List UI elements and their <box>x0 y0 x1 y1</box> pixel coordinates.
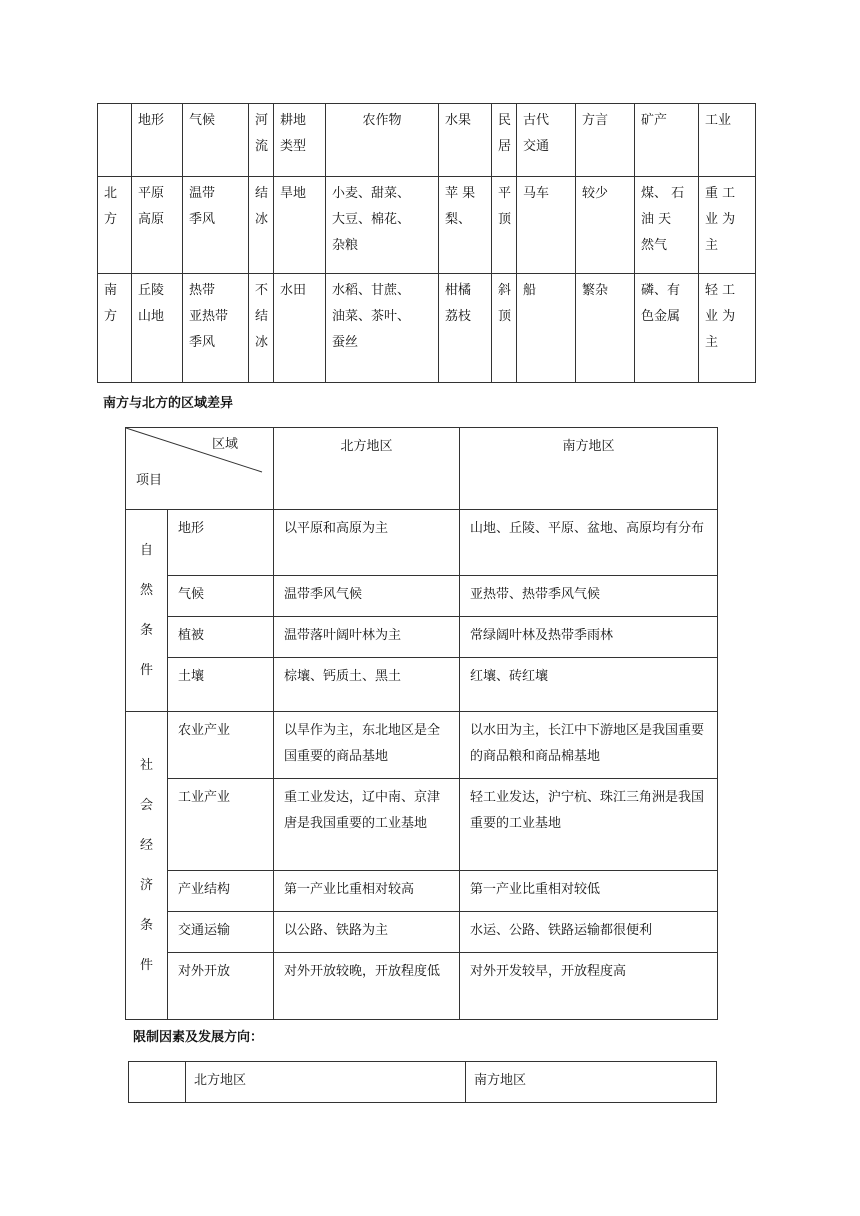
table-cell: 温带 季风 <box>189 186 216 227</box>
table-row <box>126 871 718 912</box>
table-cell: 水田 <box>280 283 307 298</box>
table-cell: 船 <box>523 283 537 298</box>
table-row <box>126 617 718 658</box>
table-row <box>126 658 718 712</box>
table-cell: 丘陵 山地 <box>138 283 165 324</box>
header-cell: 地形 <box>138 113 165 128</box>
item-label: 农业产业 <box>178 723 231 738</box>
section-heading: 限制因素及发展方向： <box>133 1030 264 1045</box>
diagonal-corner-cell <box>126 428 274 510</box>
corner-label-region: 区域 <box>212 437 239 452</box>
header-cell: 农作物 <box>362 113 402 128</box>
item-label: 对外开放 <box>178 964 231 979</box>
header-cell: 矿产 <box>641 113 668 128</box>
table-cell: 磷、有 色金属 <box>641 283 681 324</box>
north-value: 温带季风气候 <box>284 587 363 602</box>
north-value: 棕壤、钙质土、黑土 <box>284 669 402 684</box>
header-cell: 工业 <box>705 113 732 128</box>
table-row <box>126 576 718 617</box>
table-row <box>126 712 718 779</box>
table-cell: 苹 果 梨、 <box>445 186 476 227</box>
item-label: 土壤 <box>178 669 205 684</box>
north-value: 温带落叶阔叶林为主 <box>284 628 402 643</box>
header-cell <box>98 104 131 112</box>
item-label: 地形 <box>178 521 205 536</box>
item-label: 植被 <box>178 628 205 643</box>
table-cell: 结 冰 <box>255 186 269 227</box>
table-row <box>126 779 718 871</box>
category-label-socioeconomic: 社 会 经 济 条 件 <box>139 757 153 973</box>
south-value: 轻工业发达，沪宁杭、珠江三角洲是我国重要的工业基地 <box>470 790 705 831</box>
column-header-south: 南方地区 <box>474 1073 527 1088</box>
item-label: 工业产业 <box>178 790 231 805</box>
table-cell: 斜 顶 <box>498 283 512 324</box>
section-heading: 南方与北方的区域差异 <box>103 396 234 411</box>
south-value: 对外开发较早，开放程度高 <box>470 964 627 979</box>
table-row <box>98 177 756 274</box>
table-header-row <box>98 104 756 177</box>
limiting-factors-table <box>128 1061 717 1103</box>
table-cell: 柑橘 荔枝 <box>445 283 472 324</box>
north-value: 以平原和高原为主 <box>284 521 389 536</box>
corner-label-item: 项目 <box>136 473 163 488</box>
table-cell: 小麦、甜菜、 大豆、棉花、 杂粮 <box>332 186 411 253</box>
south-value: 水运、公路、铁路运输都很便利 <box>470 923 653 938</box>
table-row <box>126 953 718 1020</box>
north-value: 第一产业比重相对较高 <box>284 882 415 897</box>
south-value: 红壤、砖红壤 <box>470 669 549 684</box>
table-header-row <box>129 1062 717 1103</box>
table-cell: 水稻、甘蔗、 油菜、茶叶、 蚕丝 <box>332 283 411 350</box>
north-value: 以公路、铁路为主 <box>284 923 389 938</box>
north-value: 以旱作为主，东北地区是全国重要的商品基地 <box>284 723 441 764</box>
north-value: 对外开放较晚，开放程度低 <box>284 964 441 979</box>
table-cell: 平原 高原 <box>138 186 165 227</box>
south-value: 亚热带、热带季风气候 <box>470 587 601 602</box>
table-cell: 较少 <box>582 186 609 201</box>
header-cell: 耕地 类型 <box>280 113 307 154</box>
table-cell: 煤、 石 油 天 然气 <box>641 186 685 253</box>
table-cell: 旱地 <box>280 186 307 201</box>
column-header-north: 北方地区 <box>194 1073 247 1088</box>
table-cell: 马车 <box>523 186 550 201</box>
south-value: 以水田为主，长江中下游地区是我国重要的商品粮和商品棉基地 <box>470 723 705 764</box>
header-cell <box>129 1062 185 1102</box>
table-cell: 热带 亚热带 季风 <box>189 283 229 350</box>
south-value: 山地、丘陵、平原、盆地、高原均有分布 <box>470 521 705 536</box>
north-value: 重工业发达，辽中南、京津唐是我国重要的工业基地 <box>284 790 441 831</box>
header-cell: 水果 <box>445 113 472 128</box>
table-cell: 轻 工 业 为 主 <box>705 283 736 350</box>
regional-differences-table <box>125 427 718 1020</box>
south-value: 第一产业比重相对较低 <box>470 882 601 897</box>
category-label-natural: 自 然 条 件 <box>139 542 153 678</box>
header-cell: 河 流 <box>255 113 269 154</box>
table-cell: 南 方 <box>104 283 118 324</box>
table-header-row <box>126 428 718 510</box>
south-value: 常绿阔叶林及热带季雨林 <box>470 628 614 643</box>
table-row <box>126 912 718 953</box>
table-cell: 平 顶 <box>498 186 512 227</box>
column-header-south: 南方地区 <box>562 439 615 454</box>
north-south-comparison-table <box>97 103 756 383</box>
header-cell: 民 居 <box>498 113 512 154</box>
table-cell: 重 工 业 为 主 <box>705 186 736 253</box>
header-cell: 气候 <box>189 113 216 128</box>
table-cell: 不 结 冰 <box>255 283 269 350</box>
header-cell: 方言 <box>582 113 609 128</box>
table-row <box>126 510 718 576</box>
item-label: 交通运输 <box>178 923 231 938</box>
table-cell: 繁杂 <box>582 283 609 298</box>
header-cell: 古代 交通 <box>523 113 550 154</box>
table-row <box>98 274 756 383</box>
item-label: 产业结构 <box>178 882 231 897</box>
item-label: 气候 <box>178 587 205 602</box>
column-header-north: 北方地区 <box>340 439 393 454</box>
table-cell: 北 方 <box>104 186 118 227</box>
